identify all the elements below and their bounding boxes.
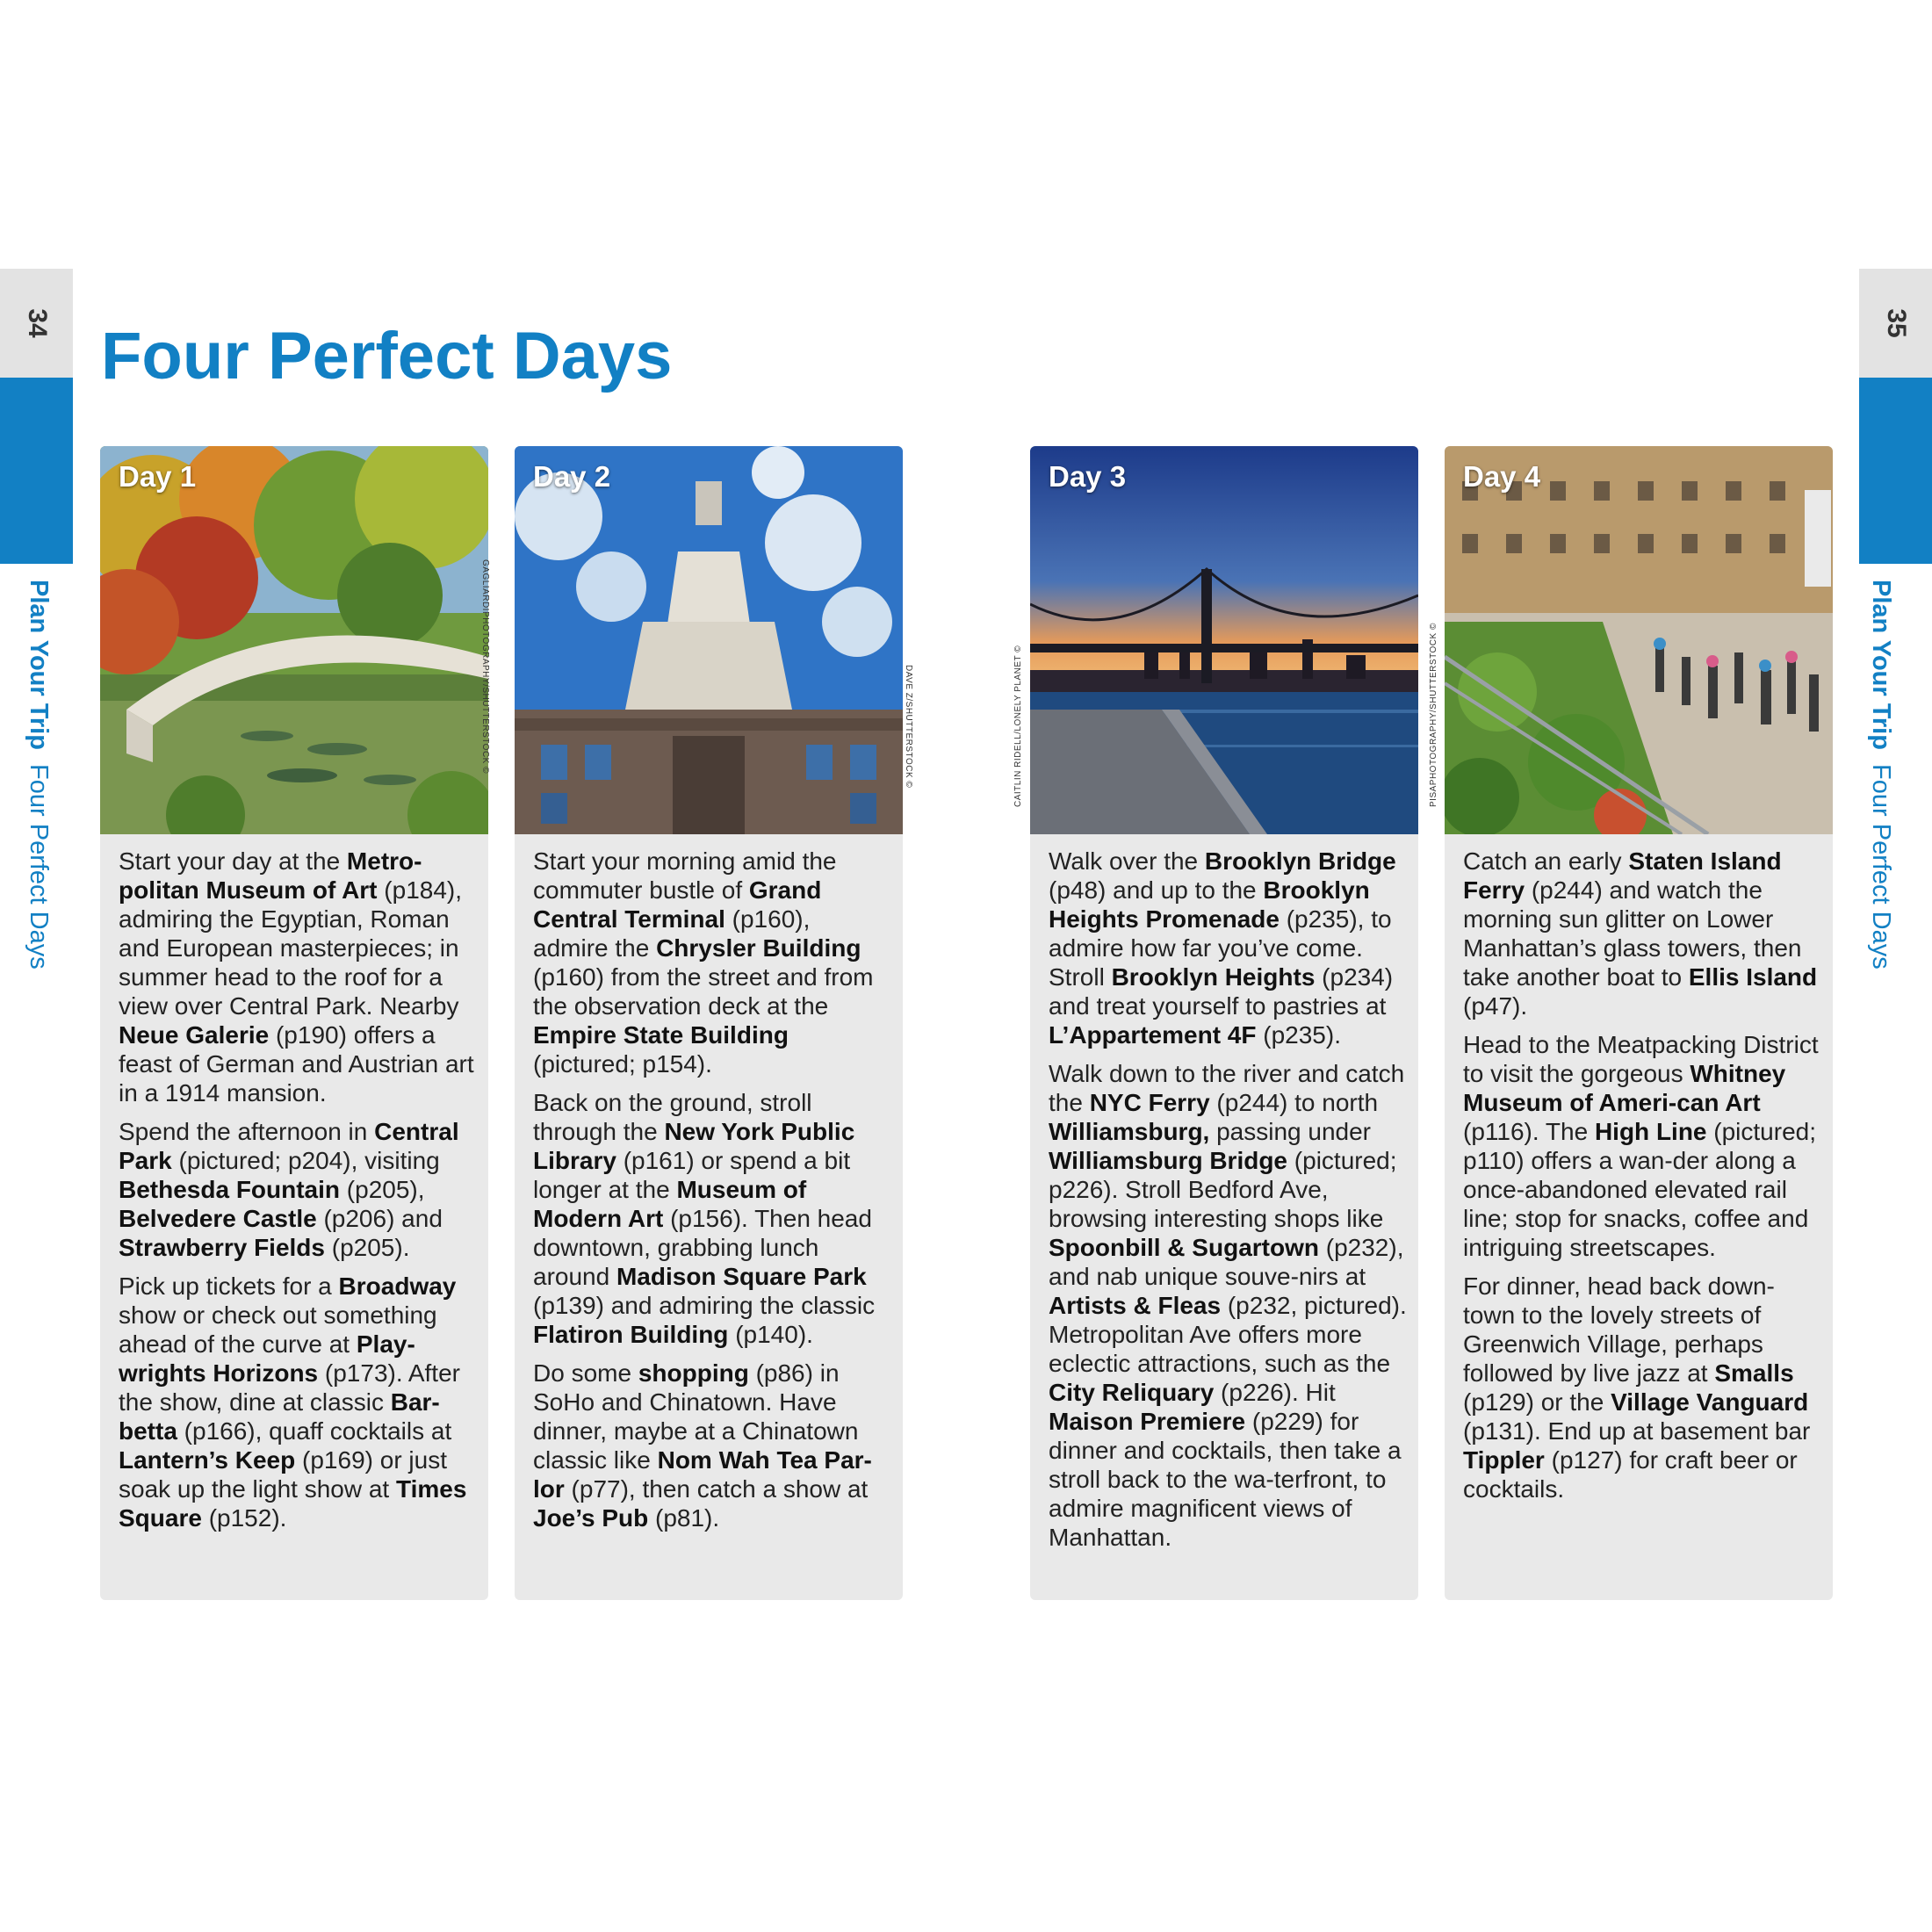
place-name: New York Public Library [533,1118,855,1174]
empire-state-building-photo [515,446,903,834]
place-name: Maison Premiere [1049,1408,1246,1435]
day-card-2 [515,446,903,1600]
body-text: (pictured; p110) offers a wan-der along a once-abandoned elevated rail line; stop for snacks, coffee and intriguing streetscapes. [1463,1118,1816,1261]
body-text: passing under [1209,1118,1372,1145]
place-name: Madison Square Park [616,1263,867,1290]
place-name: Tippler [1463,1446,1545,1474]
place-name: Staten Island Ferry [1463,847,1782,904]
body-text: Spend the afternoon in [119,1118,375,1145]
photo-credit: CAITLIN RIDELL/LONELY PLANET © [1013,645,1023,807]
day-description [119,847,477,1542]
body-text: (p140). [728,1321,813,1348]
place-name: Nom Wah Tea Par-lor [533,1446,872,1503]
running-head-chapter: Four Perfect Days [1867,764,1895,970]
section-tab-marker [0,378,73,564]
body-text: (p127) for craft beer or cocktails. [1463,1446,1798,1503]
day-label: Day 2 [533,460,611,493]
body-text: (p244) and watch the morning sun glitter on Lower Manhattan’s glass towers, then take another boat to [1463,876,1802,991]
body-text: (p139) and admiring the classic [533,1292,876,1319]
card-paragraph [1049,1059,1407,1552]
body-text: (p160), admire the [533,905,811,962]
day-description [533,847,891,1542]
body-text: (p173). After the show, dine at classic [119,1359,460,1416]
running-head-section: Plan Your Trip [25,580,53,750]
body-text: Walk down to the river and catch the [1049,1060,1405,1116]
body-text: (p156). Then head downtown, grabbing lunch around [533,1205,872,1290]
body-text: (p131). End up at basement bar [1463,1417,1811,1445]
place-name: Play-wrights Horizons [119,1330,415,1387]
place-name: Flatiron Building [533,1321,729,1348]
place-name: Williamsburg, [1049,1118,1210,1145]
place-name: Times Square [119,1475,467,1532]
page-number: 35 [1881,308,1911,338]
card-paragraph [119,1272,477,1532]
day-description [1463,847,1821,1513]
page-number: 34 [22,308,52,338]
day-label: Day 3 [1049,460,1127,493]
card-paragraph [533,1088,891,1349]
body-text: (p86) in SoHo and Chinatown. Have dinner, maybe at a Chinatown classic like [533,1359,859,1474]
place-name: Central Park [119,1118,459,1174]
place-name: Village Vanguard [1611,1388,1809,1416]
body-text: (p244) to north [1209,1089,1379,1116]
body-text: (p116). The [1463,1118,1595,1145]
body-text: (p48) and up to the [1049,876,1264,904]
body-text: (p152). [201,1504,287,1532]
body-text: (p232, pictured). Metropolitan Ave offers more eclectic attractions, such as the [1049,1292,1407,1377]
photo-credit: GAGLIARDIPHOTOGRAPHY/SHUTTERSTOCK © [480,559,490,774]
body-text: Do some [533,1359,638,1387]
place-name: Brooklyn Bridge [1204,847,1396,875]
place-name: Metro-politan Museum of Art [119,847,422,904]
page-title: Four Perfect Days [101,319,673,393]
central-park-bridge-photo [100,446,488,834]
page-number-box [0,269,73,378]
body-text: Head to the Meatpacking District to visit the gorgeous [1463,1031,1819,1087]
body-text: (p184), admiring the Egyptian, Roman and European masterpieces; in summer head to the roof for a view over Central Park. Nearby [119,876,463,1020]
place-name: Empire State Building [533,1021,789,1049]
place-name: Whitney Museum of Ameri-can Art [1463,1060,1786,1116]
place-name: Belvedere Castle [119,1205,317,1232]
body-text: (p166), quaff cocktails at [177,1417,452,1445]
place-name: Grand Central Terminal [533,876,822,933]
place-name: Lantern’s Keep [119,1446,296,1474]
place-name: Broadway [338,1272,457,1300]
place-name: Bethesda Fountain [119,1176,341,1203]
card-paragraph [1049,847,1407,1049]
running-head-left [24,580,53,970]
body-text: (p234) and treat yourself to pastries at [1049,963,1394,1020]
card-paragraph [1463,1030,1821,1262]
body-text: Catch an early [1463,847,1629,875]
body-text: (pictured; p226). Stroll Bedford Ave, browsing interesting shops like [1049,1147,1397,1232]
card-paragraph [119,847,477,1107]
place-name: Strawberry Fields [119,1234,325,1261]
body-text: (p160) from the street and from the observation deck at the [533,963,874,1020]
day-card-1 [100,446,488,1600]
running-head-section: Plan Your Trip [1867,580,1895,750]
body-text: (pictured; p204), visiting [171,1147,440,1174]
photo-credit: PISAPHOTOGRAPHY/SHUTTERSTOCK © [1429,623,1438,807]
body-text: Walk over the [1049,847,1205,875]
place-name: L’Appartement 4F [1049,1021,1257,1049]
body-text: (pictured; p154). [533,1050,712,1078]
body-text: (p161) or spend a bit longer at the [533,1147,851,1203]
body-text: show or check out something ahead of the curve at [119,1301,437,1358]
place-name: Brooklyn Heights Promenade [1049,876,1370,933]
body-text: (p226). Hit [1214,1379,1336,1406]
body-text: (p47). [1463,992,1528,1020]
page-number-box [1859,269,1932,378]
body-text: (p205). [324,1234,410,1261]
place-name: Williamsburg Bridge [1049,1147,1288,1174]
place-name: Ellis Island [1688,963,1818,991]
body-text: (p190) offers a feast of German and Austrian art in a 1914 mansion. [119,1021,474,1107]
body-text: (p232), and nab unique souve-nirs at [1049,1234,1404,1290]
card-paragraph [1463,847,1821,1020]
place-name: Brooklyn Heights [1111,963,1316,991]
day-description [1049,847,1407,1561]
body-text: Pick up tickets for a [119,1272,339,1300]
card-paragraph [1463,1272,1821,1503]
card-paragraph [533,1359,891,1532]
place-name: shopping [638,1359,749,1387]
running-head-chapter: Four Perfect Days [25,764,53,970]
body-text: (p235). [1256,1021,1341,1049]
body-text: (p206) and [316,1205,443,1232]
place-name: NYC Ferry [1089,1089,1210,1116]
body-text: (p229) for dinner and cocktails, then take a stroll back to the wa-terfront, to admire magnificent views of Manhattan. [1049,1408,1402,1551]
body-text: (p169) or just soak up the light show at [119,1446,447,1503]
body-text: Start your morning amid the commuter bustle of [533,847,837,904]
place-name: Spoonbill & Sugartown [1049,1234,1319,1261]
day-label: Day 1 [119,460,197,493]
place-name: Joe’s Pub [533,1504,649,1532]
body-text: (p205), [340,1176,425,1203]
place-name: Artists & Fleas [1049,1292,1222,1319]
day-card-4 [1445,446,1833,1600]
body-text: (p81). [648,1504,720,1532]
place-name: Chrysler Building [656,934,861,962]
place-name: Neue Galerie [119,1021,270,1049]
card-paragraph [119,1117,477,1262]
body-text: For dinner, head back down-town to the lovely streets of Greenwich Village, perhaps followed by live jazz at [1463,1272,1775,1387]
body-text: Start your day at the [119,847,347,875]
body-text: Back on the ground, stroll through the [533,1089,812,1145]
place-name: City Reliquary [1049,1379,1215,1406]
card-paragraph [533,847,891,1078]
running-head-right [1866,580,1895,970]
place-name: Museum of Modern Art [533,1176,807,1232]
photo-credit: DAVE Z/SHUTTERSTOCK © [904,665,913,789]
place-name: High Line [1594,1118,1707,1145]
day-label: Day 4 [1463,460,1541,493]
day-card-3 [1030,446,1418,1600]
body-text: (p77), then catch a show at [564,1475,869,1503]
body-text: (p129) or the [1463,1388,1611,1416]
section-tab-marker [1859,378,1932,564]
high-line-photo [1445,446,1833,834]
body-text: (p235), to admire how far you’ve come. Stroll [1049,905,1392,991]
place-name: Bar-betta [119,1388,440,1445]
williamsburg-bridge-photo [1030,446,1418,834]
place-name: Smalls [1714,1359,1794,1387]
